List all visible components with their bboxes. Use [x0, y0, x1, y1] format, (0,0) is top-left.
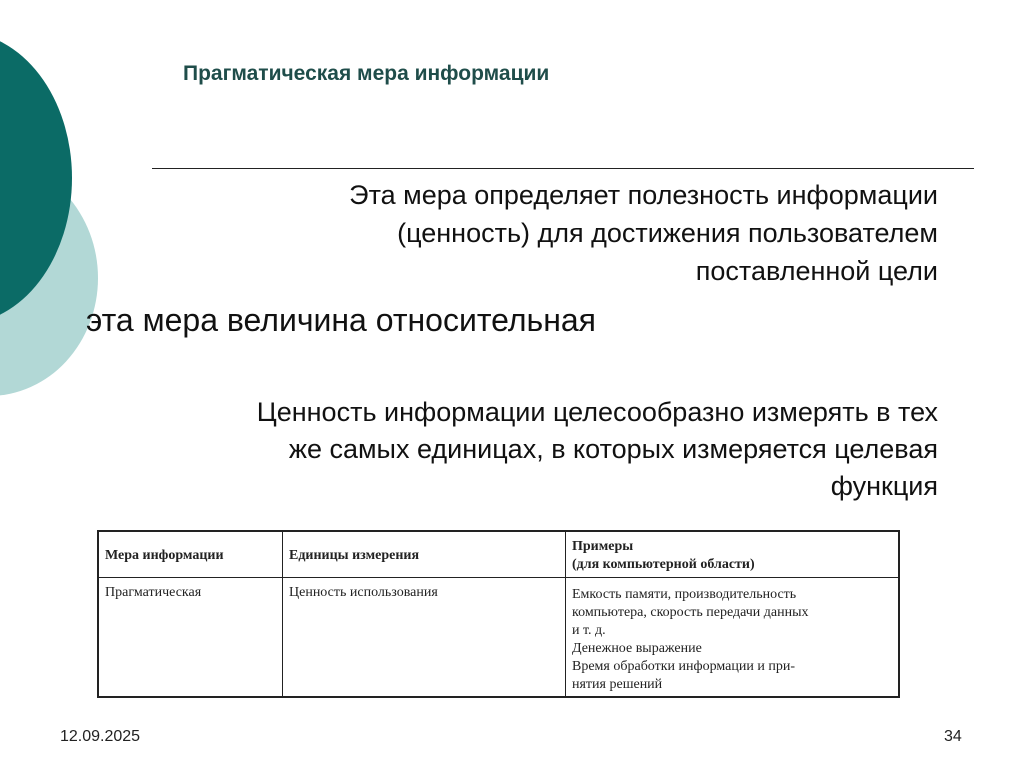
table-cell-examples-line: нятия решений [572, 677, 663, 692]
table-cell-examples [572, 586, 809, 694]
table-col-divider-2 [565, 532, 566, 696]
table-cell-examples-line: и т. д. [572, 623, 606, 638]
paragraph-measurement-line-2: же самых единицах, в которых измеряется целевая [288, 434, 938, 464]
table-cell-examples-line: Емкость памяти, производительность [572, 587, 797, 602]
table-cell-examples-line: компьютера, скорость передачи данных [572, 605, 809, 620]
paragraph-measurement-line-3: функция [830, 471, 938, 501]
table-col-divider-1 [282, 532, 283, 696]
paragraph-relative: эта мера величина относительная [86, 302, 596, 338]
table-cell-units: Ценность использования [289, 585, 438, 600]
slide-title: Прагматическая мера информации [183, 62, 550, 85]
table-header-units: Единицы измерения [289, 548, 420, 563]
table-header-examples-line-1: Примеры [572, 539, 634, 554]
footer-date: 12.09.2025 [60, 728, 141, 745]
paragraph-measurement [90, 394, 938, 505]
table-cell-examples-line: Денежное выражение [572, 641, 702, 656]
paragraph-usefulness-line-3: поставленной цели [695, 256, 938, 286]
paragraph-measurement-line-1: Ценность информации целесообразно измерять в тех [256, 397, 938, 427]
table-header-measure: Мера информации [105, 548, 224, 563]
table-header-divider [99, 577, 898, 578]
paragraph-usefulness-line-2: (ценность) для достижения пользователем [397, 218, 938, 248]
table-header-examples-line-2: (для компьютерной области) [572, 557, 755, 572]
paragraph-usefulness [160, 176, 938, 290]
info-measure-table [97, 530, 900, 698]
footer-page-number: 34 [944, 728, 962, 745]
title-divider [152, 168, 974, 169]
paragraph-usefulness-line-1: Эта мера определяет полезность информации [349, 180, 938, 210]
table-cell-measure: Прагматическая [105, 585, 202, 600]
table-header-examples [572, 538, 755, 574]
table-cell-examples-line: Время обработки информации и при- [572, 659, 795, 674]
